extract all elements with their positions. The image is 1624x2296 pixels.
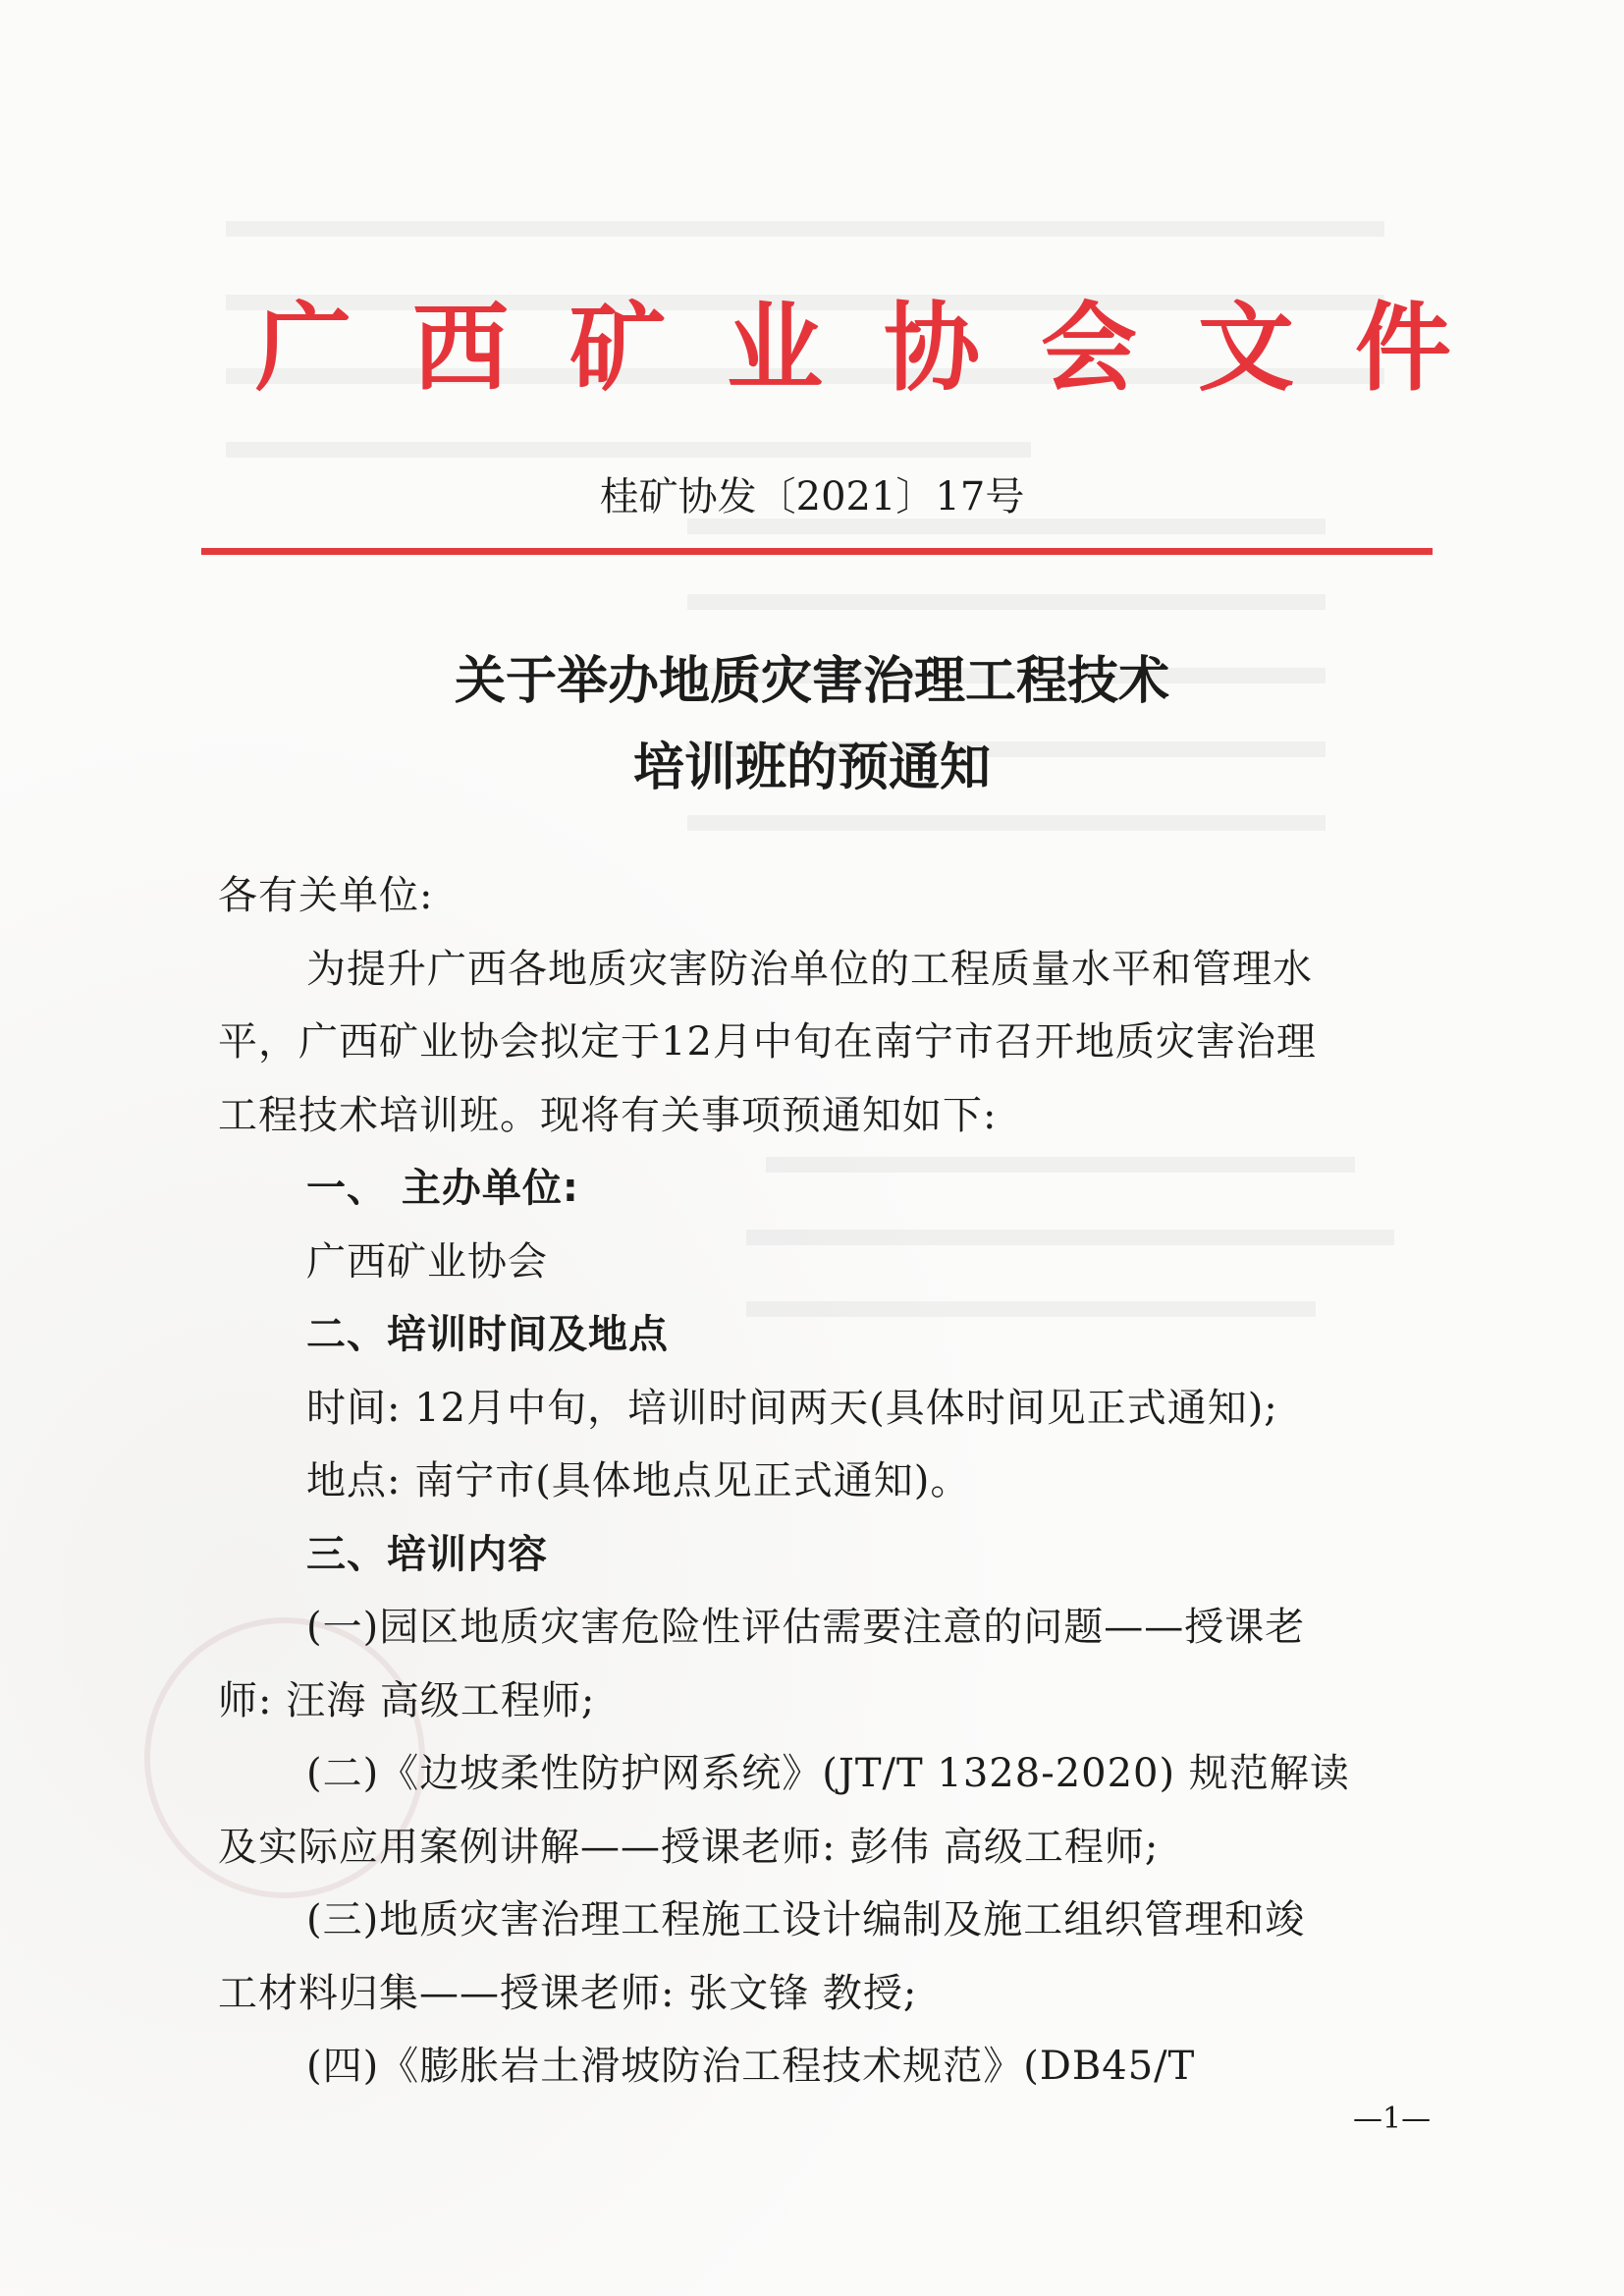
content-item-continuation: 及实际应用案例讲解——授课老师: 彭伟 高级工程师; [218, 1824, 1160, 1870]
intro-line: 工程技术培训班。现将有关事项预通知如下: [218, 1092, 998, 1138]
content-item: (四)《膨胀岩土滑坡防治工程技术规范》(DB45/T [306, 2044, 1196, 2089]
content-item-continuation: 工材料归集——授课老师: 张文锋 教授; [218, 1970, 918, 2016]
content-item: (一)园区地质灾害危险性评估需要注意的问题——授课老 [306, 1605, 1306, 1650]
red-divider-line [201, 548, 1433, 555]
notice-title-line-1: 关于举办地质灾害治理工程技术 [454, 652, 1169, 711]
training-time: 时间: 12月中旬，培训时间两天(具体时间见正式通知); [306, 1385, 1278, 1431]
organizer-name: 广西矿业协会 [306, 1238, 548, 1285]
content-item: (三)地质灾害治理工程施工设计编制及施工组织管理和竣 [306, 1897, 1306, 1942]
notice-title [0, 638, 1624, 811]
training-place: 地点: 南宁市(具体地点见正式通知)。 [306, 1458, 971, 1503]
intro-line: 平，广西矿业协会拟定于12月中旬在南宁市召开地质灾害治理 [218, 1019, 1317, 1065]
content-item-continuation: 师: 汪海 高级工程师; [218, 1677, 596, 1723]
section-heading-time-place: 二、培训时间及地点 [306, 1312, 669, 1357]
notice-title-line-2: 培训班的预通知 [632, 738, 991, 797]
intro-line: 为提升广西各地质灾害防治单位的工程质量水平和管理水 [306, 946, 1313, 992]
section-heading-content: 三、培训内容 [306, 1531, 548, 1577]
document-number: 桂矿协发〔2021〕17号 [599, 474, 1025, 519]
notice-body [218, 859, 1424, 2104]
page-number: —1— [1353, 2102, 1432, 2136]
salutation: 各有关单位: [218, 873, 434, 918]
section-heading-organizer: 一、 主办单位: [306, 1166, 579, 1211]
content-item: (二)《边坡柔性防护网系统》(JT/T 1328-2020) 规范解读 [306, 1751, 1350, 1796]
issuer-title: 广西矿业协会文件 [255, 292, 1513, 405]
